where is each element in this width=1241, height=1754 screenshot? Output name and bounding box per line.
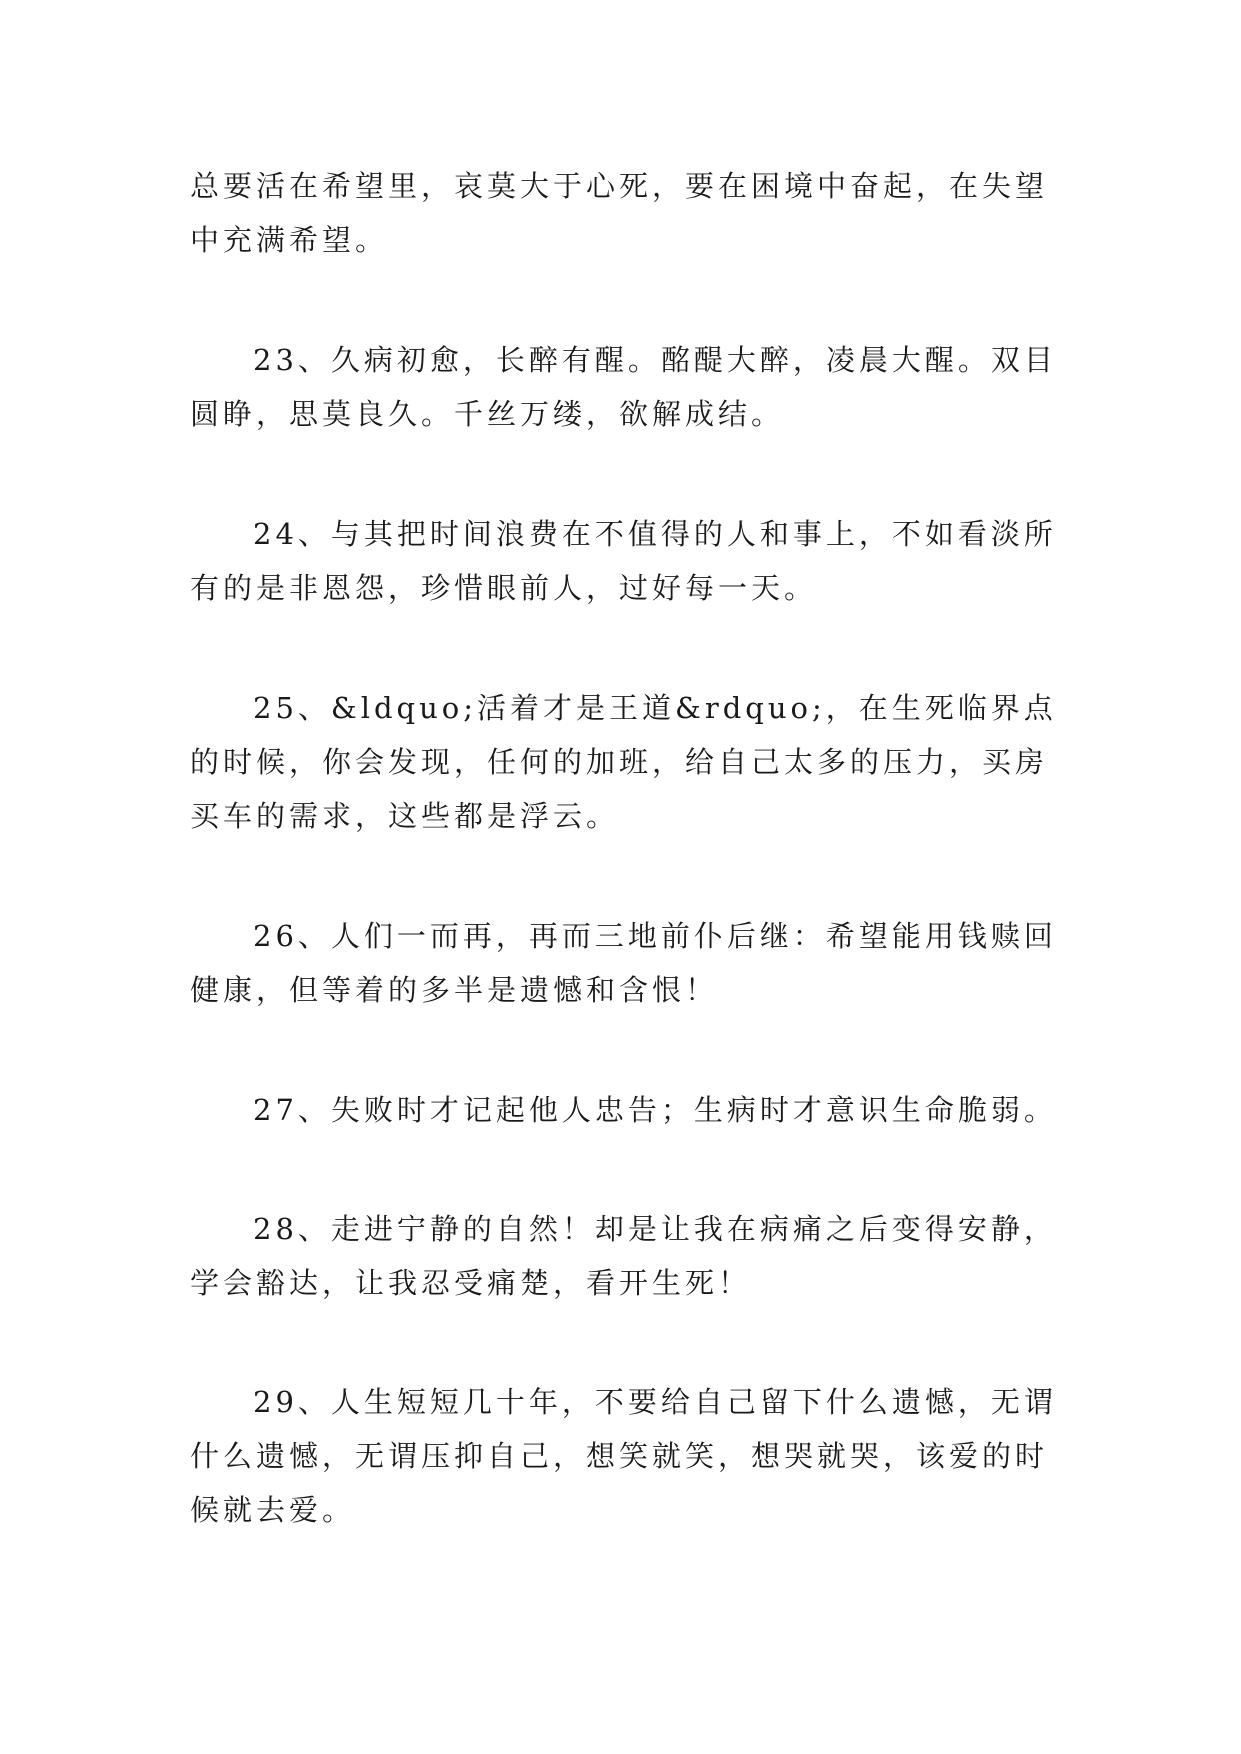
paragraph-27: 27、失败时才记起他人忠告；生病时才意识生命脆弱。 xyxy=(253,1093,1057,1127)
paragraph-28: 28、走进宁静的自然！却是让我在病痛之后变得安静，学会豁达，让我忍受痛楚，看开生死！ xyxy=(190,1212,1057,1300)
paragraph-25: 25、&ldquo;活着才是王道&rdquo;，在生死临界点的时候，你会发现，任何的加班，给自己太多的压力，买房买车的需求，这些都是浮云。 xyxy=(190,691,1057,833)
paragraph-24: 24、与其把时间浪费在不值得的人和事上，不如看淡所有的是非恩怨，珍惜眼前人，过好每一天。 xyxy=(190,517,1057,605)
paragraph-29: 29、人生短短几十年，不要给自己留下什么遗憾，无谓什么遗憾，无谓压抑自己，想笑就笑，想哭就哭，该爱的时候就去爱。 xyxy=(190,1385,1057,1527)
paragraph-26: 26、人们一而再，再而三地前仆后继：希望能用钱赎回健康，但等着的多半是遗憾和含恨！ xyxy=(190,919,1057,1007)
paragraph-23: 23、久病初愈，长醉有醒。酩醍大醉，凌晨大醒。双目圆睁，思莫良久。千丝万缕，欲解成结。 xyxy=(190,343,1057,431)
paragraph-continuation: 总要活在希望里，哀莫大于心死，要在困境中奋起，在失望中充满希望。 xyxy=(190,169,1049,257)
